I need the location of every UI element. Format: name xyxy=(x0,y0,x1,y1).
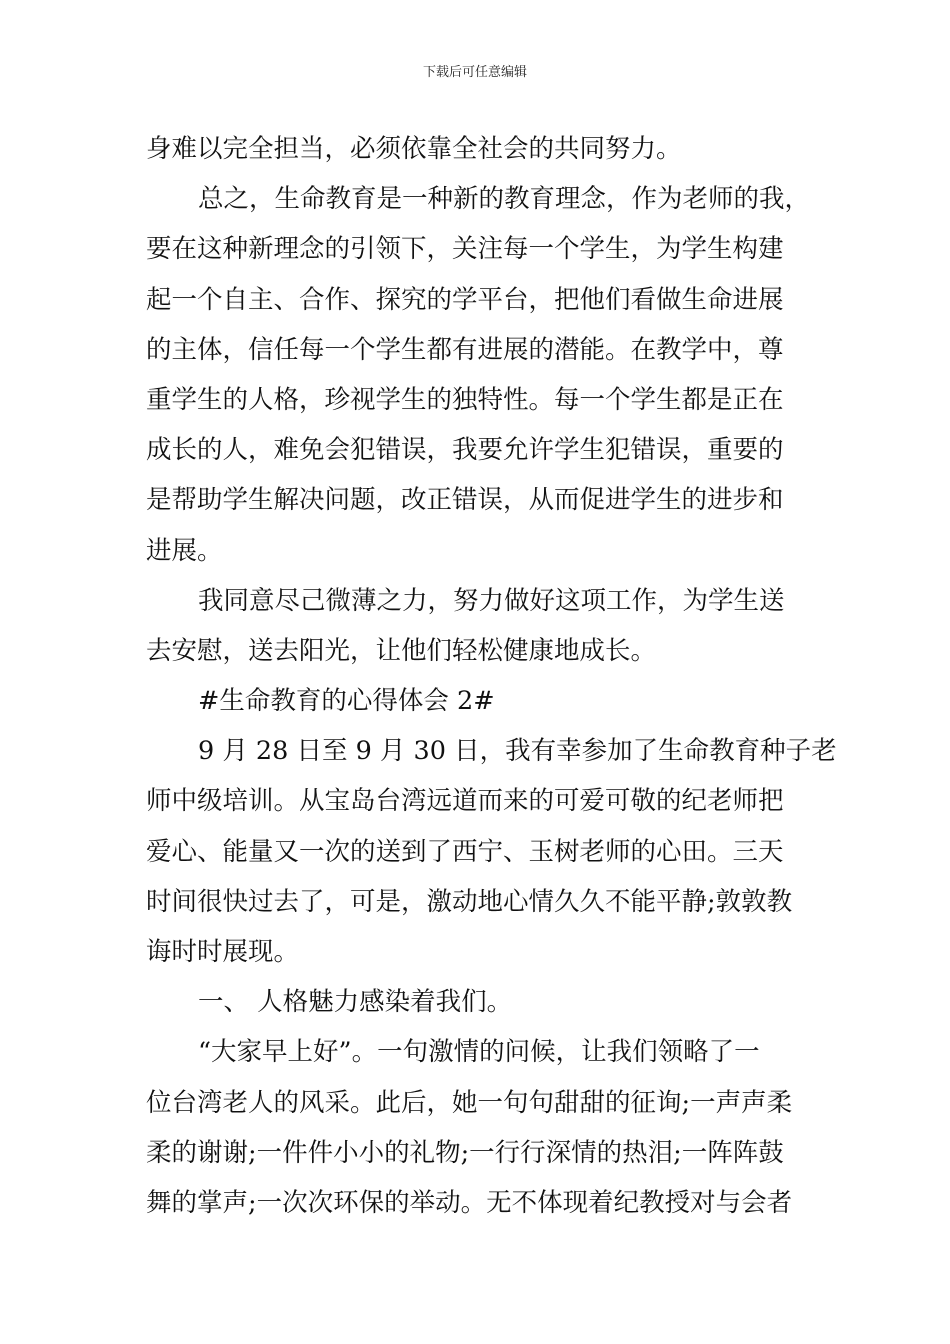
document-body xyxy=(146,124,837,1228)
text-line: 成长的人，难免会犯错误，我要允许学生犯错误，重要的 xyxy=(146,435,784,466)
text-line: 爱心、能量又一次的送到了西宁、玉树老师的心田。三天 xyxy=(146,836,784,867)
text-line: 诲时时展现。 xyxy=(146,937,300,967)
text-line: 师中级培训。从宝岛台湾远道而来的可爱可敬的纪老师把 xyxy=(146,786,784,817)
text-line: 身难以完全担当，必须依靠全社会的共同努力。 xyxy=(146,134,682,164)
text-line: 9 月 28 日至 9 月 30 日，我有幸参加了生命教育种子老 xyxy=(198,736,837,767)
text-line: 的主体，信任每一个学生都有进展的潜能。在教学中，尊 xyxy=(146,334,784,365)
text-line: #生命教育的心得体会 2# xyxy=(198,686,495,717)
text-line: 柔的谢谢;一件件小小的礼物;一行行深情的热泪;一阵阵鼓 xyxy=(146,1137,784,1168)
text-line: “大家早上好”。一句激情的问候，让我们领略了一 xyxy=(198,1037,760,1068)
text-line: 时间很快过去了，可是，激动地心情久久不能平静;敦敦教 xyxy=(146,886,793,917)
page-header: 下载后可任意编辑 xyxy=(422,65,527,80)
text-line: 总之，生命教育是一种新的教育理念，作为老师的我， xyxy=(198,184,811,215)
text-line: 舞的掌声;一次次环保的举动。无不体现着纪教授对与会者 xyxy=(146,1187,793,1218)
text-line: 起一个自主、合作、探究的学平台，把他们看做生命进展 xyxy=(146,284,784,315)
text-line: 进展。 xyxy=(146,535,223,566)
text-line: 位台湾老人的风采。此后，她一句句甜甜的征询;一声声柔 xyxy=(146,1087,793,1118)
text-line: 我同意尽己微薄之力，努力做好这项工作，为学生送 xyxy=(198,585,785,616)
text-line: 是帮助学生解决问题，改正错误，从而促进学生的进步和 xyxy=(146,485,784,516)
text-line: 去安慰，送去阳光，让他们轻松健康地成长。 xyxy=(146,635,657,666)
text-line: 重学生的人格，珍视学生的独特性。每一个学生都是正在 xyxy=(146,384,784,415)
text-line: 要在这种新理念的引领下，关注每一个学生，为学生构建 xyxy=(146,234,784,265)
text-line: 一、 人格魅力感染着我们。 xyxy=(198,987,513,1018)
